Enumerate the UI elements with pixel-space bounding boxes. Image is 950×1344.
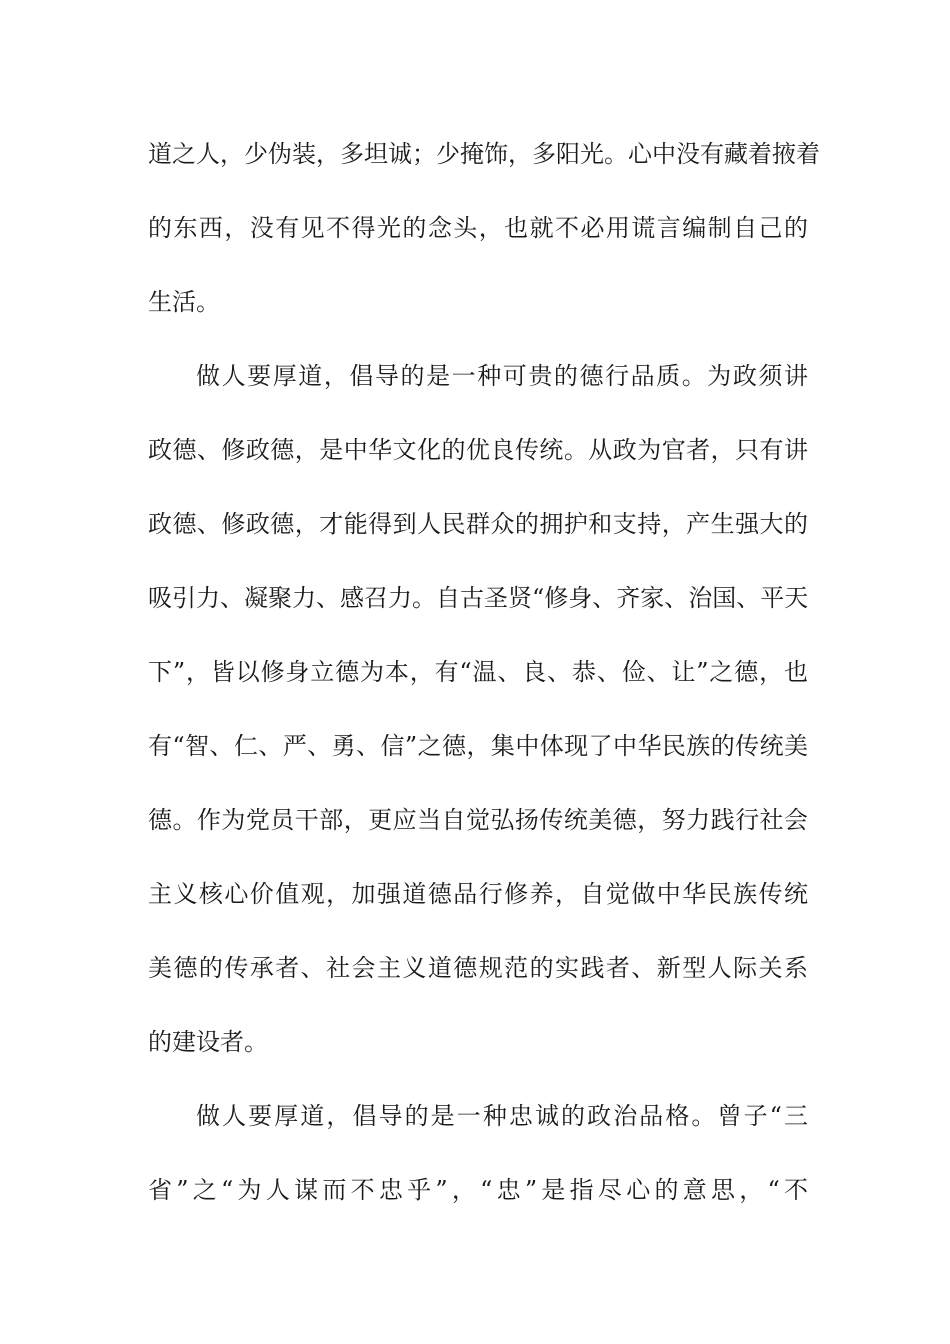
text-line: 的建设者。 (148, 1028, 268, 1056)
text-line: 下”，皆以修身立德为本，有“温、良、恭、俭、让”之德，也 (148, 658, 808, 686)
text-line: 主义核心价值观，加强道德品行修养，自觉做中华民族传统 (148, 880, 808, 908)
paragraph-start-line: 做人要厚道，倡导的是一种忠诚的政治品格。曾子“三 (196, 1102, 808, 1130)
text-line: 的东西，没有见不得光的念头，也就不必用谎言编制自己的 (148, 214, 808, 242)
text-line: 道之人，少伪装，多坦诚；少掩饰，多阳光。心中没有藏着掖着 (148, 140, 820, 168)
text-line: 政德、修政德，是中华文化的优良传统。从政为官者，只有讲 (148, 436, 808, 464)
text-line: 有“智、仁、严、勇、信”之德，集中体现了中华民族的传统美 (148, 732, 808, 760)
text-line: 生活。 (148, 288, 220, 316)
paragraph-start-line: 做人要厚道，倡导的是一种可贵的德行品质。为政须讲 (196, 362, 808, 390)
document-body (148, 117, 820, 1227)
text-line: 吸引力、凝聚力、感召力。自古圣贤“修身、齐家、治国、平天 (148, 584, 809, 612)
text-line: 美德的传承者、社会主义道德规范的实践者、新型人际关系 (148, 954, 808, 982)
text-line: 德。作为党员干部，更应当自觉弘扬传统美德，努力践行社会 (148, 806, 808, 834)
text-line: 省”之“为人谋而不忠乎”，“忠”是指尽心的意思，“不 (148, 1176, 808, 1204)
text-line: 政德、修政德，才能得到人民群众的拥护和支持，产生强大的 (148, 510, 808, 538)
